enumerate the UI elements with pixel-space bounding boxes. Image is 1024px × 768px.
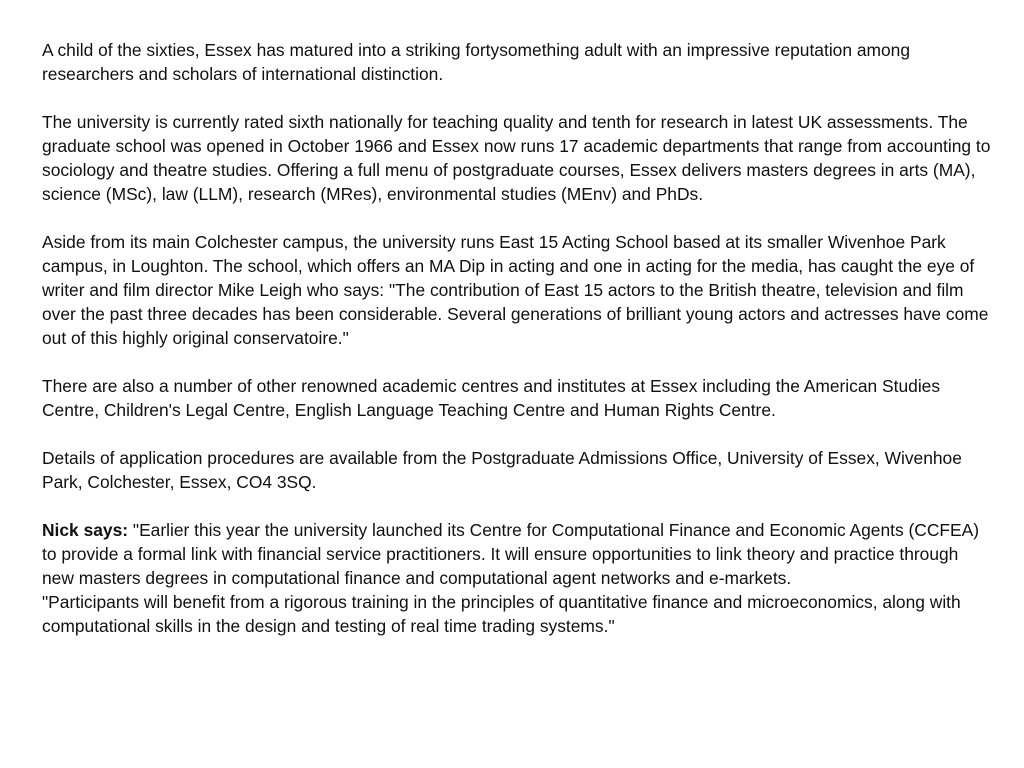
quote-line-1 xyxy=(42,518,992,590)
paragraph-intro: A child of the sixties, Essex has matured into a striking fortysomething adult with an impressive reputation among researchers and scholars of international distinction. xyxy=(42,40,911,84)
paragraph-centres: There are also a number of other renowned academic centres and institutes at Essex including the American Studies Centre, Children's Legal Centre, English Language Teaching Centre and Human Rights Centre. xyxy=(42,376,941,420)
quote-text-2: "Participants will benefit from a rigorous training in the principles of quantitative finance and microeconomics, along with computational skills in the design and testing of real time trading systems." xyxy=(42,592,961,636)
paragraph-application: Details of application procedures are available from the Postgraduate Admissions Office, University of Essex, Wivenhoe Park, Colchester, Essex, CO4 3SQ. xyxy=(42,448,962,492)
paragraph-rating: The university is currently rated sixth nationally for teaching quality and tenth for research in latest UK assessments. The graduate school was opened in October 1966 and Essex now runs 17 academic departments that range from accounting to sociology and theatre studies. Offering a full menu of postgraduate courses, Essex delivers masters degrees in arts (MA), science (MSc), law (LLM), research (MRes), environmental studies (MEnv) and PhDs. xyxy=(42,112,991,204)
paragraph-east15: Aside from its main Colchester campus, the university runs East 15 Acting School based at its smaller Wivenhoe Park campus, in Loughton. The school, which offers an MA Dip in acting and one in acting for the media, has caught the eye of writer and film director Mike Leigh who says: "The contribution of East 15 actors to the British theatre, television and film over the past three decades has been considerable. Several generations of brilliant young actors and actresses have come out of this highly original conservatoire." xyxy=(42,232,989,348)
quote-text-1: "Earlier this year the university launched its Centre for Computational Finance and Economic Agents (CCFEA) to provide a formal link with financial service practitioners. It will ensure opportunities to link theory and practice through new masters degrees in computational finance and computational agent networks and e-markets. xyxy=(42,520,980,588)
quote-speaker: Nick says: xyxy=(42,520,129,540)
document-body xyxy=(42,38,992,638)
quote-block xyxy=(42,518,992,638)
